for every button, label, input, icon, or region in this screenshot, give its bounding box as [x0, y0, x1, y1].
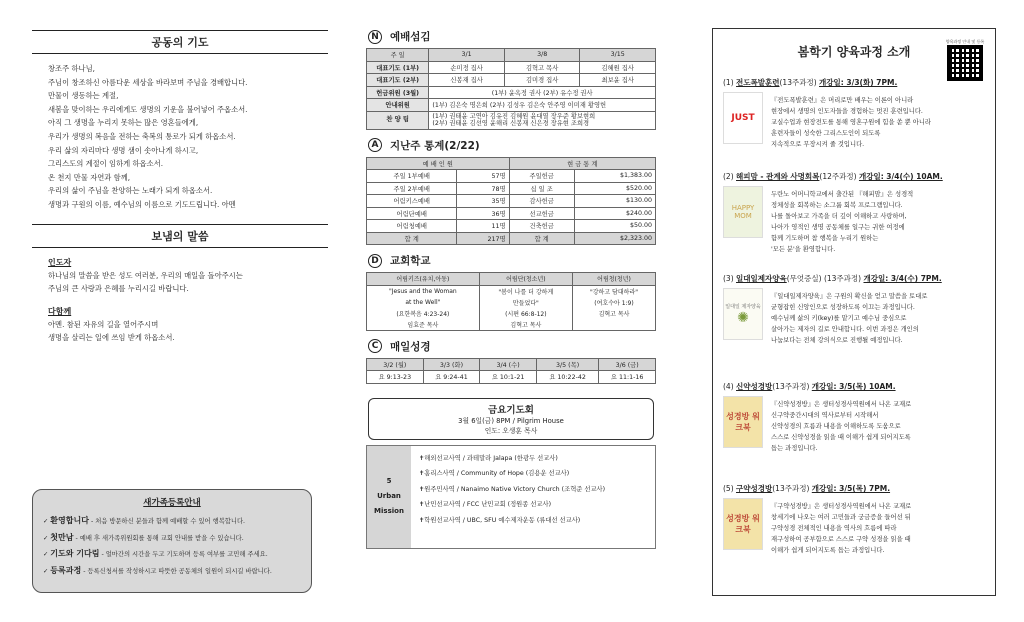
school-heading: D 교회학교 [368, 253, 656, 268]
prayer-line: 그리스도의 계절이 임하게 하옵소서. [48, 159, 164, 169]
prayer-line: 우리 삶의 자리마다 생명 샘이 솟아나게 하시고, [48, 145, 199, 155]
course-item [723, 171, 991, 255]
word-title: 보냄의 말씀 [32, 224, 328, 248]
prayer-line: 생명과 구원의 이름, 예수님의 이름으로 기도드립니다. 아멘 [48, 199, 236, 209]
table-row: 대표기도 (1부) 손미정 집사 김혁고 목사 김혜원 집사 [367, 61, 656, 74]
book-cover-image: HAPPY MOM [723, 186, 763, 238]
prayer-line: 우리가 생명의 복음을 전하는 축복의 통로가 되게 하옵소서. [48, 131, 236, 141]
school-table: 어림키즈(유치,아동) 어림단(청소년) 어림청(청년) "Jesus and the Woman "봄이 나를 더 강하게 "강하고 담대하라" at the Well" 만들었다" (여호수아 1:9) (요한복음 4:23-24) (시편 66:8-12) 김혁고 목사 임효준 목사 김혁고 목사 [366, 272, 656, 331]
d-icon: D [368, 254, 382, 268]
course-title: (1) 전도폭발훈련(13주과정) 개강일: 3/3(화) 7PM. [723, 78, 898, 87]
table-row: 주일 2부예배 78명 십 일 조 $520.00 [367, 182, 656, 195]
friday-title: 금요기도회 [488, 404, 534, 416]
mission-list [411, 446, 655, 548]
prayer-body [32, 62, 328, 212]
course-title: (2) 해피맘 - 관계와 사명회복(12주과정) 개강일: 3/4(수) 10AM. [723, 172, 943, 181]
prayer-line: 온 천지 만물 자연과 함께, [48, 172, 131, 182]
course-item [723, 483, 991, 556]
table-row: at the Well" 만들었다" (여호수아 1:9) [367, 297, 656, 308]
course-title: (5) 구약성경방(13주과정) 개강일: 3/5(목) 7PM. [723, 484, 891, 493]
prayer-line: 새봄을 맞이하는 우리에게도 생명의 기운을 불어넣어 주옵소서. [48, 104, 248, 114]
c-icon: C [368, 339, 382, 353]
friday-time: 3월 6일(금) 8PM / Pilgrim House [458, 416, 564, 425]
new-family-notice [32, 489, 312, 593]
course-desc: 『전도폭발훈련』은 머리로만 배우는 이론이 아니라 현장에서 생명의 인도자들을 경험하는 멋진 훈련입니다. 교실수업과 현장전도를 통해 영혼구원에 힘을 쏟 뿐 아니라 훈련자들이 성숙한 그리스도인이 되도록 지속적으로 무장시켜 줄 것입니다. [771, 97, 931, 148]
middle-column [366, 25, 656, 549]
word-line: 주님의 큰 사랑과 은혜를 누리시길 바랍니다. [48, 283, 189, 293]
book-cover-image: 성경방 워크북 [723, 396, 763, 448]
table-row: 대표기도 (2부) 신봉재 집사 김미경 집사 최보윤 집사 [367, 74, 656, 87]
prayer-line: 우리의 삶이 주님을 찬양하는 노래가 되게 하옵소서. [48, 186, 213, 196]
notice-title: 새가족등록안내 [143, 498, 201, 508]
stats-heading: A 지난주 통계(2/22) [368, 138, 656, 153]
course-title: (3) 일대일제자양육(무엇증실) (13주과정) 개강일: 3/4(수) 7PM. [723, 274, 942, 283]
all-heading: 다함께 [48, 306, 72, 316]
list-item: ✝해외선교사역 / 과테말라 Jalapa (한광두 선교사) [419, 454, 558, 462]
table-row: 주일 1부예배 57명 주일헌금 $1,383.00 [367, 170, 656, 183]
course-title: (4) 신약성경방(13주과정) 개강일: 3/5(목) 10AM. [723, 382, 896, 391]
notice-item: ✓ 기도와 기다림 - 얼마간의 시간을 두고 기도하며 등록 여부를 고민해 주세요. [43, 549, 268, 558]
mission-label: 5 Urban Mission [367, 446, 411, 548]
qr-code[interactable]: 양육과정 안내 및 등록 [945, 39, 985, 87]
worship-heading: N 예배섬김 [368, 29, 656, 44]
course-item [723, 381, 991, 454]
book-cover-image: 성경방 워크북 [723, 498, 763, 550]
notice-item: ✓ 등록과정 - 등록신청서를 작성하시고 따뜻한 공동체의 일원이 되시길 바랍니다. [43, 565, 272, 575]
course-desc: 『신약성경방』은 생터성경사역원에서 나온 교재로 신구약중간시대의 역사로부터 시작해서 신약성경의 흐름과 내용을 이해하도록 도움으로 스스로 신약성경을 읽을 때 이해가 쉽게 되어지도록 돕는 과정입니다. [771, 401, 912, 452]
daily-heading: C 매일성경 [368, 339, 656, 354]
course-desc: 『구약성경방』은 생터성경사역원에서 나온 교재로 창세기에 나오는 여러 고민들과 궁금증을 들어선 뒤 구약성경 전체적인 내용을 역사의 흐름에 따라 재구성하여 공부함으로 스스로 구약 성경을 읽을 때 이해가 쉽게 되어지도록 돕는 과정입니다. [771, 503, 912, 554]
list-item: ✝난민선교사역 / FCC 난민교회 (정원종 선교사) [419, 501, 552, 508]
a-icon: A [368, 138, 382, 152]
qr-code-icon [947, 45, 983, 81]
friday-leader: 인도: 오생훈 목사 [484, 426, 538, 435]
prayer-title: 공동의 기도 [32, 30, 328, 54]
table-row: 어림청예배 11명 건축헌금 $50.00 [367, 220, 656, 233]
course-desc: 두란노 어머니학교에서 출간된 『해피맘』은 성경적 정체성을 회복하는 소그룹 회복 프로그램입니다. 나를 돌아보고 가족을 더 깊이 이해하고 사랑하며, 나아가 영적인 생명 공동체를 일구는 귀한 여정에 함께 기도하며 참 행복을 누리기 원하는 '모든 분'을 환영합니다. [771, 191, 914, 253]
table-row: 헌금위원 (3월) (1부) 윤옥정 권사 (2부) 유수정 권사 [367, 86, 656, 99]
list-item: ✝학원선교사역 / UBC, SFU 예수제자운동 (류대선 선교사) [419, 516, 581, 524]
table-row: (요한복음 4:23-24) (시편 66:8-12) 김혁고 목사 [367, 308, 656, 319]
worship-table: 주 일 3/1 3/8 3/15 대표기도 (1부) 손미정 집사 김혁고 목사 김혜원 집사 대표기도 (2부) 신봉재 집사 김미경 집사 최보윤 집사 헌금위원 (3월) (1부) 윤옥정 권사 (2부) 유수정 권사 안내위원 (1부) 김은숙 명은희 (2부) 김성우 김은숙 안주영 이미재 황영헌 찬 양 팀 (1부) 권태윤 고연아 김유진 김혜원 윤대열 장우준 황보현희 (2부) 권태윤 김선영 윤해리 신봉재 신은경 장유현 조희경 [366, 48, 656, 130]
table-row: 합 계 217명 합 계 $2,323.00 [367, 232, 656, 245]
notice-item: ✓ 환영합니다 - 처음 방문하신 분들과 함께 예배할 수 있어 행복합니다. [43, 516, 246, 525]
stats-table: 예 배 인 원 현 금 통 계 주일 1부예배 57명 주일헌금 $1,383.00 주일 2부예배 78명 십 일 조 $520.00 어림키스예배 35명 감사헌금 $130.00 어림단예배 36명 선교헌금 $240.00 어림청예배 11명 건축헌금 $50.00 합 계 217명 합 계 $2,323.00 [366, 157, 656, 246]
friday-prayer-box [368, 398, 654, 440]
list-item: ✝홈리스사역 / Community of Hope (김용운 선교사) [419, 470, 570, 477]
word-line: 생명을 살리는 일에 쓰임 받게 하옵소서. [48, 332, 175, 342]
leader-heading: 인도자 [48, 257, 72, 267]
course-item [723, 273, 991, 346]
book-cover-image: JUST [723, 92, 763, 144]
table-row: 어림키스예배 35명 감사헌금 $130.00 [367, 195, 656, 208]
notice-item: ✓ 첫만남 - 예배 후 새가족위원회를 통해 교회 안내를 받을 수 있습니다. [43, 532, 244, 542]
word-line: 하나님의 말씀을 받은 성도 여러분, 우리의 매일을 돌아주시는 [48, 270, 243, 280]
table-row: 안내위원 (1부) 김은숙 명은희 (2부) 김성우 김은숙 안주영 이미재 황영헌 [367, 99, 656, 112]
table-row: "Jesus and the Woman "봄이 나를 더 강하게 "강하고 담대하라" [367, 285, 656, 297]
n-icon: N [368, 30, 382, 44]
prayer-line: 창조주 하나님, [48, 64, 95, 73]
prayer-line: 아직 그 생명을 누리지 못하는 많은 영혼들에게, [48, 118, 199, 128]
table-row: 찬 양 팀 (1부) 권태윤 고연아 김유진 김혜원 윤대열 장우준 황보현희 (2부) 권태윤 김선영 윤해리 신봉재 신은경 장유현 조희경 [367, 111, 656, 129]
urban-mission [366, 445, 656, 549]
spring-title: 봄학기 양육과정 소개 [797, 45, 911, 59]
list-item: ✝원주민사역 / Nanaimo Native Victory Church (조혁준 선교사) [419, 485, 606, 493]
daily-table: 3/2 (월) 3/3 (화) 3/4 (수) 3/5 (목) 3/6 (금) 요 9:13-23 요 9:24-41 요 10:1-21 요 10:22-42 요 11:1-16 [366, 358, 656, 384]
prayer-line: 주님이 창조하신 아름다운 세상을 바라보며 주님을 경배합니다. [48, 77, 248, 87]
spring-course-panel [712, 28, 996, 596]
left-column [32, 30, 328, 344]
course-desc: 『일대일제자양육』은 구원의 확신을 얻고 말씀을 토대로 균형잡힌 신앙인으로 성장하도록 이끄는 과정입니다. 예수님께 삶의 키(key)를 맡기고 예수님 중심으로 살아가는 제자의 길로 안내합니다. 이번 과정은 개인의 나눔보다는 전체 강의식으로 진행될 예정입니다. [771, 293, 928, 344]
table-row: 요 9:13-23 요 9:24-41 요 10:1-21 요 10:22-42 요 11:1-16 [367, 371, 656, 384]
book-cover-image: 일대일 제자양육 ✺ [723, 288, 763, 340]
table-row: 임효준 목사 김혁고 목사 [367, 319, 656, 331]
table-row: 어림단예배 36명 선교헌금 $240.00 [367, 207, 656, 220]
word-line: 아멘. 참된 자유의 길을 열어주시며 [48, 319, 159, 329]
course-item [723, 77, 991, 150]
word-body [32, 256, 328, 344]
prayer-line: 만물이 생동하는 계절, [48, 91, 119, 101]
